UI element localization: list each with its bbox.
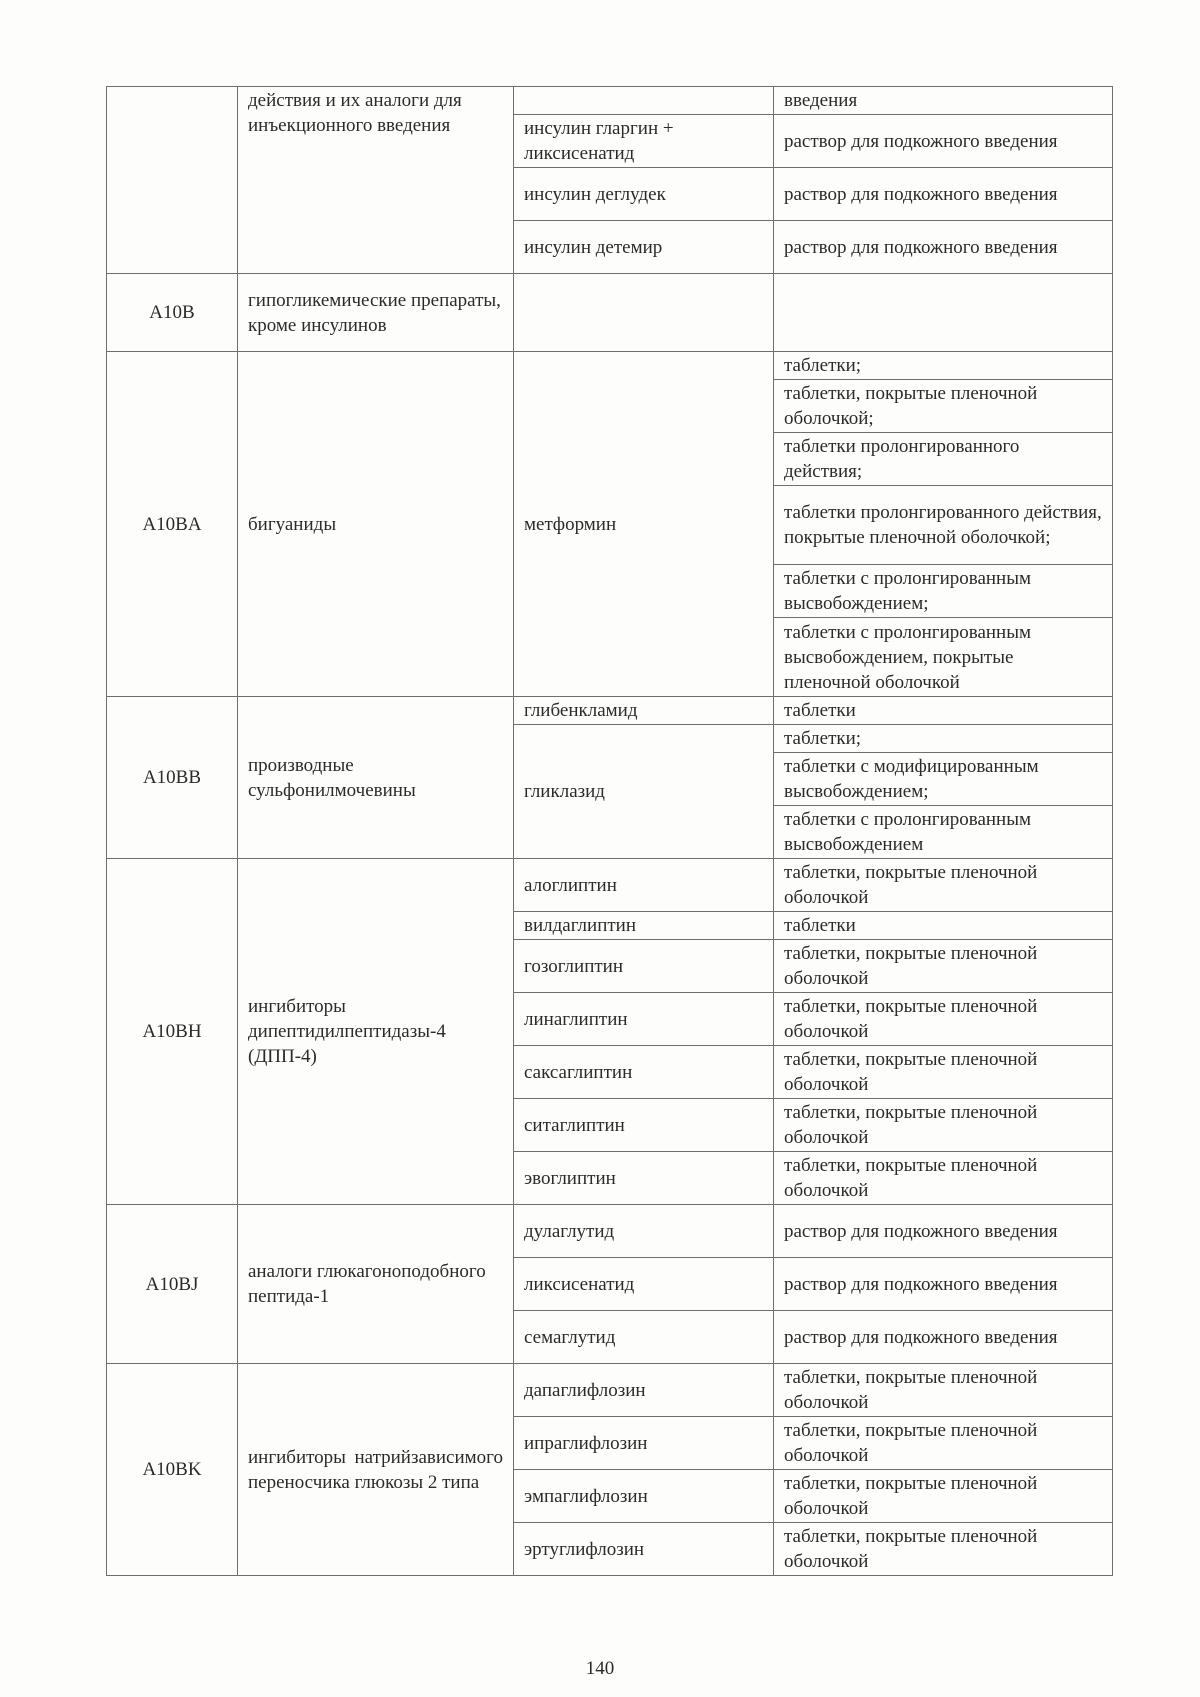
dosage-form-cell: таблетки с пролонгированным высвобождением <box>774 806 1113 859</box>
dosage-form-cell: таблетки с модифицированным высвобождением; <box>774 753 1113 806</box>
dosage-form-cell: таблетки пролонгированного действия; <box>774 433 1113 486</box>
atc-code-cell <box>107 87 238 274</box>
dosage-form-cell: раствор для подкожного введения <box>774 1258 1113 1311</box>
dosage-form-cell: таблетки <box>774 697 1113 725</box>
group-name-cell: действия и их аналоги для инъекционного введения <box>238 87 514 274</box>
drug-name-cell: глибенкламид <box>514 697 774 725</box>
dosage-form-cell: таблетки, покрытые пленочной оболочкой <box>774 1046 1113 1099</box>
dosage-form-cell: таблетки; <box>774 725 1113 753</box>
dosage-form-cell <box>774 274 1113 352</box>
drug-name-cell: гликлазид <box>514 725 774 859</box>
drug-name-cell: метформин <box>514 352 774 697</box>
drug-name-cell: гозоглиптин <box>514 940 774 993</box>
dosage-form-cell: таблетки с пролонгированным высвобождением, покрытые пленочной оболочкой <box>774 618 1113 697</box>
dosage-form-cell: таблетки, покрытые пленочной оболочкой <box>774 1417 1113 1470</box>
drug-name-cell: инсулин деглудек <box>514 168 774 221</box>
atc-code-cell: A10BH <box>107 859 238 1205</box>
dosage-form-cell: таблетки, покрытые пленочной оболочкой <box>774 1099 1113 1152</box>
atc-code-cell: A10BK <box>107 1364 238 1576</box>
drug-name-cell: вилдаглиптин <box>514 912 774 940</box>
dosage-form-cell: таблетки, покрытые пленочной оболочкой <box>774 940 1113 993</box>
drug-name-cell: ипраглифлозин <box>514 1417 774 1470</box>
dosage-form-cell: таблетки, покрытые пленочной оболочкой <box>774 859 1113 912</box>
drug-name-cell: инсулин детемир <box>514 221 774 274</box>
dosage-form-cell: таблетки пролонгированного действия, покрытые пленочной оболочкой; <box>774 486 1113 565</box>
drug-name-cell: саксаглиптин <box>514 1046 774 1099</box>
drug-name-cell: дулаглутид <box>514 1205 774 1258</box>
group-name-cell: ингибиторы дипептидилпептидазы-4 (ДПП-4) <box>238 859 514 1205</box>
drug-name-cell: эвоглиптин <box>514 1152 774 1205</box>
drug-name-cell: эртуглифлозин <box>514 1523 774 1576</box>
page-number: 140 <box>585 1658 615 1679</box>
drug-name-cell: семаглутид <box>514 1311 774 1364</box>
dosage-form-cell: раствор для подкожного введения <box>774 1311 1113 1364</box>
dosage-form-cell: таблетки, покрытые пленочной оболочкой; <box>774 380 1113 433</box>
dosage-form-cell: раствор для подкожного введения <box>774 1205 1113 1258</box>
dosage-form-cell: таблетки, покрытые пленочной оболочкой <box>774 1152 1113 1205</box>
dosage-form-cell: раствор для подкожного введения <box>774 221 1113 274</box>
dosage-form-cell: таблетки, покрытые пленочной оболочкой <box>774 1470 1113 1523</box>
group-name-cell: ингибиторы натрийзависимого переносчика глюкозы 2 типа <box>238 1364 514 1576</box>
drug-name-cell <box>514 87 774 115</box>
atc-code-cell: A10BA <box>107 352 238 697</box>
atc-code-cell: A10BB <box>107 697 238 859</box>
atc-code-cell: A10B <box>107 274 238 352</box>
drug-name-cell: ликсисенатид <box>514 1258 774 1311</box>
drug-name-cell <box>514 274 774 352</box>
drug-name-cell: дапаглифлозин <box>514 1364 774 1417</box>
dosage-form-cell: раствор для подкожного введения <box>774 115 1113 168</box>
group-name-cell: аналоги глюкагоноподобного пептида-1 <box>238 1205 514 1364</box>
group-name-cell: производные сульфонилмочевины <box>238 697 514 859</box>
medication-table <box>106 86 1113 1576</box>
drug-name-cell: ситаглиптин <box>514 1099 774 1152</box>
drug-name-cell: инсулин гларгин + ликсисенатид <box>514 115 774 168</box>
dosage-form-cell: таблетки, покрытые пленочной оболочкой <box>774 1523 1113 1576</box>
atc-code-cell: A10BJ <box>107 1205 238 1364</box>
dosage-form-cell: таблетки, покрытые пленочной оболочкой <box>774 1364 1113 1417</box>
dosage-form-cell: введения <box>774 87 1113 115</box>
group-name-cell: бигуаниды <box>238 352 514 697</box>
drug-name-cell: эмпаглифлозин <box>514 1470 774 1523</box>
dosage-form-cell: таблетки с пролонгированным высвобождением; <box>774 565 1113 618</box>
dosage-form-cell: таблетки, покрытые пленочной оболочкой <box>774 993 1113 1046</box>
dosage-form-cell: таблетки; <box>774 352 1113 380</box>
group-name-cell: гипогликемические препараты, кроме инсулинов <box>238 274 514 352</box>
drug-name-cell: алоглиптин <box>514 859 774 912</box>
dosage-form-cell: таблетки <box>774 912 1113 940</box>
drug-name-cell: линаглиптин <box>514 993 774 1046</box>
dosage-form-cell: раствор для подкожного введения <box>774 168 1113 221</box>
